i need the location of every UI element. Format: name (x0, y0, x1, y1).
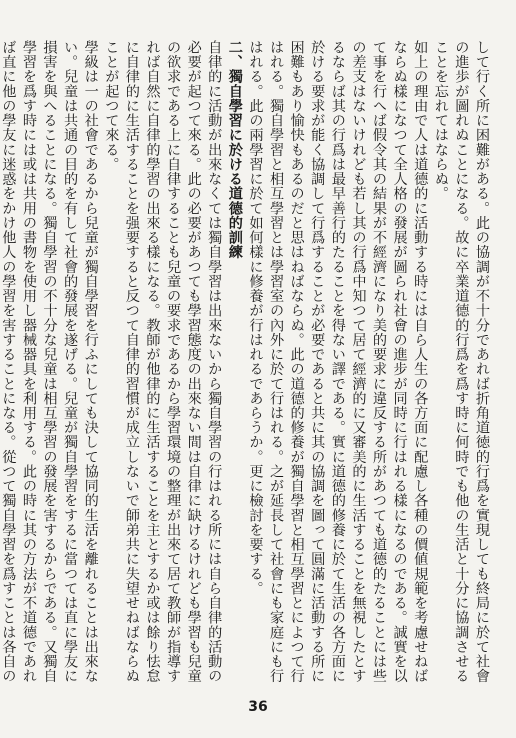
section-heading: 二、獨自學習に於ける道德的訓練 (226, 40, 243, 260)
paragraph-2: 如上の理由で人は道德的に活動する時には自ら人生の各方面に配慮し各種の價値規範を考慮せねばならぬ樣になつて全人格の發展が圖られ社會の進步が同時に行はれる樣になるのである。誠實を以て事を行へば假令其の結果が不經濟になり美的要求に違反する所があつても道德的たることには些の差支はないけれども若し其の行爲中知つて居て經濟的に又審美的に生活することを無視したとするならば其の行爲は最早善行的たることを得ない譯である。實に道德的修養に於て生活の各方面に於ける要求が能く協調して行爲することが必要であると共に其の協調を圖って圓滿に活動する所に困難もあり愉快もあるのだと思はねばならぬ。此の道德的修養が獨自學習と相互學習とによつて行はれる。獨自學習と相互學習とは學習室の內外に於て行はれる。之が延長して社會にも家庭にも行はれる。此の兩學習に於て如何樣に修養が行はれるであらうか。更に檢討を要する。 (247, 40, 429, 684)
paragraph-1: して行く所に困難がある。此の協調が不十分であれば折角道徳的行爲を實現しても終局に於て社會の進歩が圖れぬことになる。故に卒業道德的行爲を爲す時に何時でも他の生活と十分に協調させることを忘れてはならぬ。 (432, 40, 490, 684)
vertical-text-block (0, 40, 492, 685)
paragraph-4: 學級は一の社會であるから兒童が獨自學習を行ふにしても決して協同的生活を離れることは出來ない。兒童は共通の目的を有して社會的發展を遂げる。兒童が獨自學習をするに當つては直に學友に損害を與へることになる。獨自學習の不十分な兒童は相互學習の發展を害するからである。又獨自學習を爲す時には或は共用の書物を使用し器械器具を利用する。此の時に其の方法が不道德であれば直に他の學友に迷惑をかけ他人の學習を害することになる。從つて獨自學習を爲すことは各自の (0, 40, 99, 684)
page-number: 36 (248, 699, 268, 715)
paragraph-3: 自律的に活動が出來なくては獨自學習は出來ないから獨自學習の行はれる所には自ら自律的活動の必要が起つて來る。此の必要があつても學習態度の出來ない間は自律に缺けるけれども學習も兒童の欲求である上に自律することも兒童の要求であるから學習環境の整理が出來て居て教師が指導すれば自然に自律的學習の出來る樣になる。教師が他律的に生活することを主とするか或は餘り怯怠に自律的に生活することを强要すると反つて自律的習慣が成立しないで師弟共に失望せねばならぬことが起つて來る。 (103, 40, 223, 684)
